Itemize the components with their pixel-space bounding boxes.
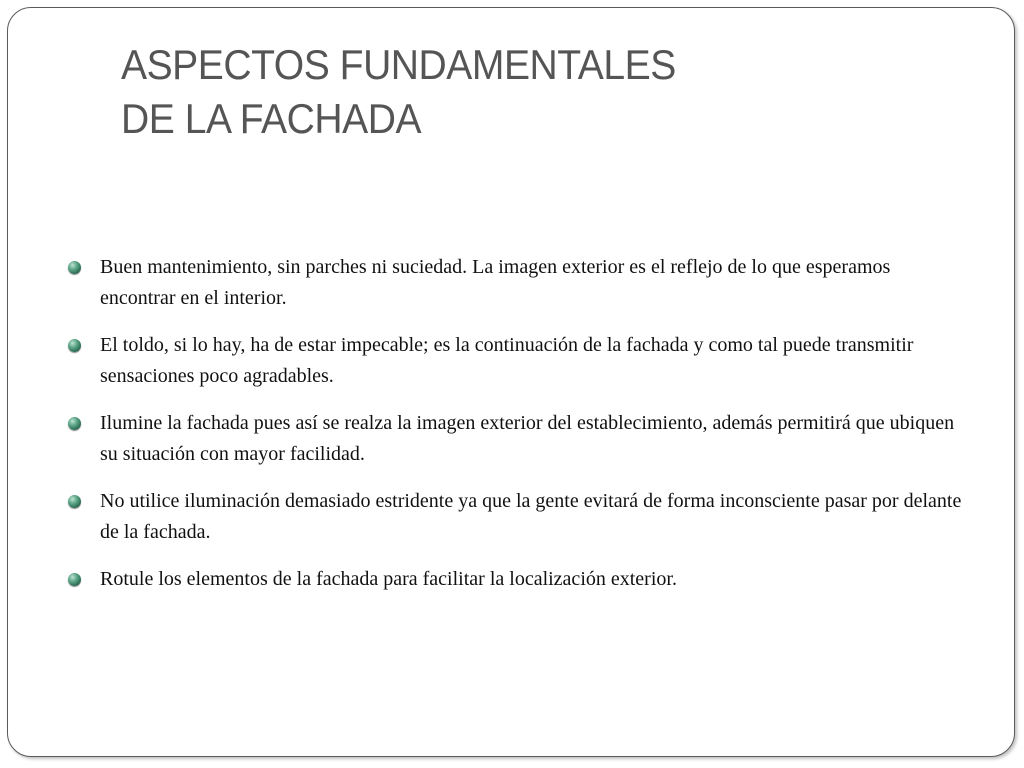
bullet-text: No utilice iluminación demasiado estridente ya que la gente evitará de forma inconsciente pasar por delante de la fachada. xyxy=(100,490,962,543)
green-sphere-bullet-icon xyxy=(68,417,81,430)
bullet-text: Rotule los elementos de la fachada para facilitar la localización exterior. xyxy=(100,568,677,590)
bullet-item xyxy=(66,330,966,392)
bullet-list xyxy=(66,252,966,611)
bullet-text: Buen mantenimiento, sin parches ni suciedad. La imagen exterior es el reflejo de lo que esperamos encontrar en el interior. xyxy=(100,256,891,309)
bullet-text: Ilumine la fachada pues así se realza la imagen exterior del establecimiento, además permitirá que ubiquen su situación con mayor facilidad. xyxy=(100,412,955,465)
bullet-item xyxy=(66,564,966,595)
slide-title-line-1: ASPECTOS FUNDAMENTALES xyxy=(121,41,676,88)
bullet-item xyxy=(66,252,966,314)
green-sphere-bullet-icon xyxy=(68,495,81,508)
slide-title xyxy=(121,38,865,146)
bullet-item xyxy=(66,408,966,470)
bullet-item xyxy=(66,486,966,548)
bullet-text: El toldo, si lo hay, ha de estar impecable; es la continuación de la fachada y como tal puede transmitir sensaciones poco agradables. xyxy=(100,334,914,387)
slide-frame xyxy=(7,7,1015,757)
slide-title-line-2: DE LA FACHADA xyxy=(121,95,422,142)
green-sphere-bullet-icon xyxy=(68,573,81,586)
green-sphere-bullet-icon xyxy=(68,339,81,352)
green-sphere-bullet-icon xyxy=(68,261,81,274)
